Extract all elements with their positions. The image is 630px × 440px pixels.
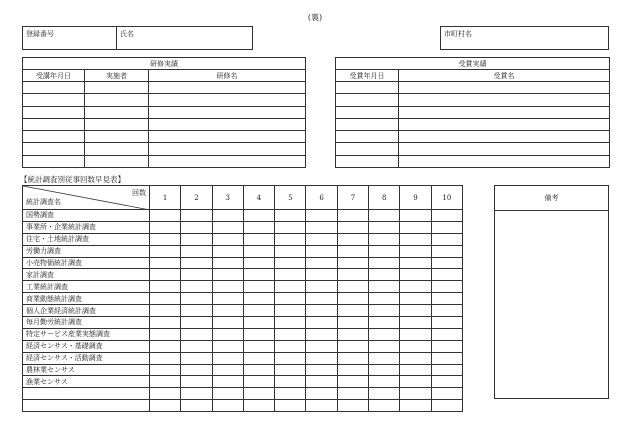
award-row [336,143,610,155]
survey-count-cell [275,400,306,412]
survey-count-cell [400,376,431,388]
survey-count-cell [243,376,274,388]
training-cell [149,106,306,118]
survey-count-cell [275,269,306,281]
award-col-date: 受賞年月日 [336,70,399,82]
survey-count-cell [212,364,243,376]
survey-row [23,210,463,222]
survey-count-cell [212,388,243,400]
survey-count-cell [212,317,243,329]
award-cell [336,106,399,118]
remarks-header: 備考 [495,186,608,211]
survey-count-cell [150,340,181,352]
survey-count-cell [431,210,462,222]
survey-count-cell [306,281,337,293]
count-header-7: 7 [337,186,368,210]
survey-count-cell [400,281,431,293]
training-row [23,106,306,118]
survey-row [23,305,463,317]
survey-name-cell: 家計調査 [23,269,150,281]
survey-count-cell [431,305,462,317]
survey-count-cell [369,281,400,293]
survey-row [23,293,463,305]
survey-corner-cell [23,186,150,210]
name-label: 氏名 [120,30,134,38]
survey-count-cell [306,352,337,364]
survey-count-cell [181,317,212,329]
survey-count-cell [369,388,400,400]
count-header-3: 3 [212,186,243,210]
survey-count-cell [400,233,431,245]
training-cell [23,82,85,94]
survey-count-cell [181,305,212,317]
survey-count-cell [337,400,368,412]
award-cell [399,82,610,94]
survey-count-cell [243,233,274,245]
survey-count-cell [150,269,181,281]
survey-count-cell [306,269,337,281]
survey-count-cell [181,352,212,364]
survey-count-cell [181,245,212,257]
training-cell [85,94,149,106]
survey-count-cell [337,305,368,317]
survey-count-cell [306,257,337,269]
survey-count-cell [369,376,400,388]
survey-count-cell [306,388,337,400]
survey-count-cell [181,269,212,281]
training-cell [149,82,306,94]
survey-count-cell [181,257,212,269]
survey-count-cell [275,221,306,233]
survey-count-cell [243,364,274,376]
survey-row [23,400,463,412]
survey-count-cell [181,376,212,388]
survey-count-cell [337,352,368,364]
survey-row [23,233,463,245]
survey-count-cell [400,245,431,257]
survey-count-cell [337,376,368,388]
survey-count-cell [431,293,462,305]
survey-count-cell [243,400,274,412]
survey-count-cell [212,328,243,340]
corner-count-label: 回数 [132,189,146,197]
survey-count-cell [369,269,400,281]
survey-count-cell [337,317,368,329]
municipality-box [440,26,609,50]
survey-count-cell [337,233,368,245]
training-cell [85,82,149,94]
survey-count-cell [275,245,306,257]
survey-count-cell [369,400,400,412]
training-row [23,143,306,155]
survey-count-cell [275,257,306,269]
survey-count-cell [431,376,462,388]
survey-name-cell: 労働力調査 [23,245,150,257]
survey-count-cell [369,305,400,317]
award-row [336,155,610,167]
survey-count-cell [369,257,400,269]
survey-count-cell [431,400,462,412]
survey-name-cell: 農林業センサス [23,364,150,376]
award-cell [399,94,610,106]
survey-count-cell [181,210,212,222]
survey-row [23,340,463,352]
training-cell [23,94,85,106]
survey-count-cell [275,340,306,352]
count-header-9: 9 [400,186,431,210]
survey-count-cell [431,269,462,281]
survey-count-cell [337,340,368,352]
survey-count-cell [275,233,306,245]
training-cell [85,118,149,130]
award-cell [399,143,610,155]
survey-count-cell [431,364,462,376]
survey-count-cell [243,257,274,269]
award-row [336,131,610,143]
training-cell [23,118,85,130]
survey-count-cell [212,281,243,293]
survey-count-cell [150,281,181,293]
survey-count-cell [275,210,306,222]
survey-name-cell: 経済センサス・活動調査 [23,352,150,364]
survey-count-cell [400,388,431,400]
survey-count-cell [400,305,431,317]
survey-count-cell [212,340,243,352]
survey-row [23,364,463,376]
survey-count-cell [275,388,306,400]
survey-count-cell [150,293,181,305]
survey-count-cell [306,376,337,388]
survey-count-cell [369,210,400,222]
training-row [23,131,306,143]
survey-row [23,317,463,329]
award-cell [399,131,610,143]
training-cell [149,131,306,143]
survey-count-cell [400,269,431,281]
survey-count-cell [431,388,462,400]
survey-count-cell [243,245,274,257]
survey-count-cell [431,328,462,340]
survey-count-cell [181,388,212,400]
survey-count-cell [150,317,181,329]
training-cell [149,155,306,167]
survey-row [23,269,463,281]
survey-name-cell [23,400,150,412]
survey-count-cell [150,364,181,376]
survey-count-cell [212,305,243,317]
training-cell [23,155,85,167]
training-cell [85,143,149,155]
registration-number-label: 登録番号 [26,30,54,38]
survey-count-cell [337,269,368,281]
survey-count-cell [181,400,212,412]
training-cell [23,106,85,118]
survey-name-cell: 事業所・企業統計調査 [23,221,150,233]
survey-count-cell [337,293,368,305]
survey-count-cell [306,317,337,329]
training-row [23,118,306,130]
award-record-table [335,57,610,168]
survey-count-cell [212,376,243,388]
survey-count-cell [431,233,462,245]
survey-count-cell [400,221,431,233]
survey-count-cell [243,293,274,305]
survey-count-cell [181,328,212,340]
survey-count-cell [369,364,400,376]
survey-count-cell [212,210,243,222]
survey-count-cell [337,257,368,269]
award-row [336,82,610,94]
survey-count-cell [212,221,243,233]
count-header-5: 5 [275,186,306,210]
survey-count-cell [275,317,306,329]
count-header-1: 1 [150,186,181,210]
survey-count-cell [150,257,181,269]
survey-name-cell: 個人企業経済統計調査 [23,305,150,317]
survey-name-cell: 小売物価統計調査 [23,257,150,269]
municipality-label: 市町村名 [444,30,472,38]
award-row [336,106,610,118]
survey-count-cell [337,221,368,233]
survey-count-cell [369,293,400,305]
training-title: 研修実績 [23,58,306,70]
survey-count-cell [212,257,243,269]
survey-count-cell [212,245,243,257]
training-cell [149,143,306,155]
survey-count-cell [306,364,337,376]
survey-name-cell: 商業動態統計調査 [23,293,150,305]
survey-count-cell [400,328,431,340]
registration-number-box [22,26,117,50]
survey-count-cell [150,305,181,317]
survey-count-cell [431,317,462,329]
survey-name-cell [23,388,150,400]
page-side-label: (裏) [307,13,323,22]
survey-count-cell [431,221,462,233]
survey-count-cell [306,400,337,412]
survey-count-cell [306,340,337,352]
survey-count-cell [337,281,368,293]
survey-count-cell [243,305,274,317]
survey-count-cell [150,400,181,412]
award-cell [336,118,399,130]
award-cell [336,143,399,155]
training-col-name: 研修名 [149,70,306,82]
count-header-8: 8 [369,186,400,210]
count-header-10: 10 [431,186,462,210]
training-cell [149,94,306,106]
survey-count-cell [212,293,243,305]
count-header-6: 6 [306,186,337,210]
award-col-name: 受賞名 [399,70,610,82]
award-cell [399,118,610,130]
survey-count-cell [337,245,368,257]
training-cell [23,131,85,143]
survey-count-cell [243,269,274,281]
survey-count-cell [150,221,181,233]
training-cell [85,106,149,118]
survey-row [23,388,463,400]
survey-count-cell [400,364,431,376]
survey-count-cell [369,328,400,340]
survey-count-cell [181,233,212,245]
survey-count-cell [150,328,181,340]
award-row [336,94,610,106]
survey-count-cell [400,400,431,412]
survey-count-cell [431,245,462,257]
survey-count-cell [431,352,462,364]
survey-count-cell [306,245,337,257]
survey-row [23,257,463,269]
survey-count-table [22,185,463,412]
survey-count-cell [275,376,306,388]
survey-name-cell: 工業統計調査 [23,281,150,293]
training-col-org: 実施者 [85,70,149,82]
survey-count-cell [431,257,462,269]
survey-count-cell [150,376,181,388]
survey-row [23,352,463,364]
survey-count-cell [243,328,274,340]
survey-count-cell [400,317,431,329]
award-cell [336,155,399,167]
survey-count-cell [400,210,431,222]
survey-count-cell [243,221,274,233]
survey-count-cell [400,293,431,305]
award-cell [336,94,399,106]
survey-count-cell [369,233,400,245]
survey-count-cell [243,317,274,329]
survey-count-cell [369,340,400,352]
survey-count-cell [243,352,274,364]
survey-count-cell [212,269,243,281]
count-header-4: 4 [243,186,274,210]
survey-count-cell [369,352,400,364]
survey-count-cell [181,293,212,305]
remarks-box [494,185,609,399]
survey-count-cell [306,293,337,305]
survey-name-cell: 経済センサス・基礎調査 [23,340,150,352]
survey-count-cell [369,245,400,257]
name-box [116,26,253,50]
survey-count-cell [181,281,212,293]
survey-count-cell [400,257,431,269]
survey-count-cell [337,210,368,222]
survey-count-cell [306,221,337,233]
survey-count-cell [431,281,462,293]
survey-count-cell [150,245,181,257]
survey-count-cell [275,352,306,364]
survey-count-cell [306,210,337,222]
survey-count-cell [181,221,212,233]
survey-count-cell [212,352,243,364]
survey-count-cell [150,233,181,245]
survey-count-cell [275,305,306,317]
survey-count-cell [150,388,181,400]
survey-count-cell [150,352,181,364]
training-row [23,94,306,106]
award-title: 受賞実績 [336,58,610,70]
survey-name-cell: 毎月勤労統計調査 [23,317,150,329]
survey-count-cell [243,281,274,293]
survey-count-cell [400,340,431,352]
survey-name-cell: 住宅・土地統計調査 [23,233,150,245]
survey-count-cell [150,210,181,222]
survey-count-cell [275,281,306,293]
training-cell [85,155,149,167]
survey-count-cell [243,388,274,400]
training-row [23,82,306,94]
training-row [23,155,306,167]
survey-count-cell [212,233,243,245]
survey-count-cell [337,388,368,400]
survey-count-cell [337,364,368,376]
survey-section-title: 【統計調査別従事回数早見表】 [20,175,125,184]
survey-row [23,281,463,293]
survey-row [23,221,463,233]
training-cell [85,131,149,143]
survey-count-cell [400,352,431,364]
survey-row [23,376,463,388]
award-row [336,118,610,130]
survey-count-cell [275,364,306,376]
survey-count-cell [306,305,337,317]
award-cell [399,155,610,167]
corner-name-label: 統計調査名 [26,198,61,206]
survey-name-cell: 国勢調査 [23,210,150,222]
survey-count-cell [243,210,274,222]
survey-count-cell [181,364,212,376]
training-cell [149,118,306,130]
survey-name-cell: 特定サービス産業実態調査 [23,328,150,340]
award-cell [336,131,399,143]
survey-name-cell: 漁業センサス [23,376,150,388]
award-cell [399,106,610,118]
survey-count-cell [181,340,212,352]
training-cell [23,143,85,155]
survey-count-cell [431,340,462,352]
survey-row [23,328,463,340]
award-cell [336,82,399,94]
training-col-date: 受講年月日 [23,70,85,82]
survey-count-cell [275,328,306,340]
survey-row [23,245,463,257]
training-record-table [22,57,306,168]
survey-count-cell [212,400,243,412]
count-header-2: 2 [181,186,212,210]
survey-count-cell [275,293,306,305]
survey-count-cell [337,328,368,340]
survey-count-cell [369,221,400,233]
survey-count-cell [306,233,337,245]
survey-count-cell [306,328,337,340]
survey-count-cell [369,317,400,329]
survey-count-cell [243,340,274,352]
